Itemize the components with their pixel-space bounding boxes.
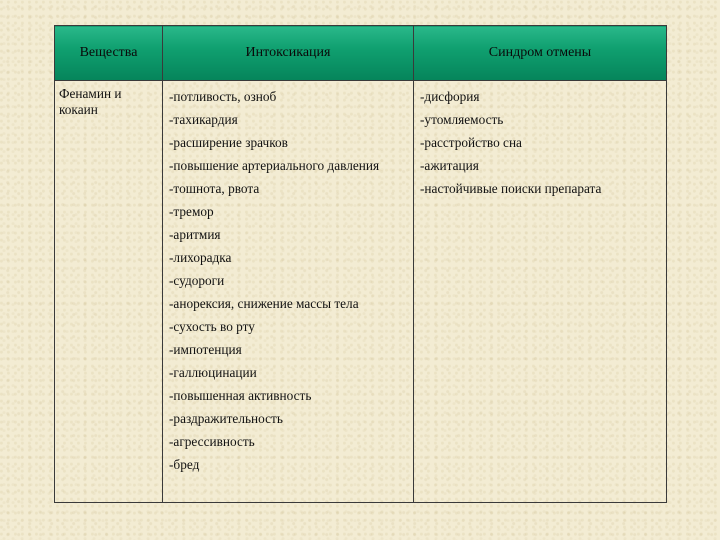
list-item: -повышение артериального давления xyxy=(169,158,380,173)
list-item: -судороги xyxy=(169,273,225,288)
list-item: -дисфория xyxy=(420,89,480,104)
header-substances: Вещества xyxy=(55,26,163,81)
list-item: -ажитация xyxy=(420,158,479,173)
list-item: -раздражительность xyxy=(169,411,283,426)
table-header-row xyxy=(55,26,667,81)
list-item: -потливость, озноб xyxy=(169,89,277,104)
list-item: -сухость во рту xyxy=(169,319,255,334)
header-withdrawal: Синдром отмены xyxy=(414,26,667,81)
substances-table xyxy=(54,25,667,503)
list-item: -повышенная активность xyxy=(169,388,312,403)
list-item: -агрессивность xyxy=(169,434,255,449)
list-item: -расстройство сна xyxy=(420,135,522,150)
table-row xyxy=(55,81,667,503)
list-item: -аритмия xyxy=(169,227,221,242)
list-item: -расширение зрачков xyxy=(169,135,288,150)
header-intoxication: Интоксикация xyxy=(163,26,414,81)
substance-cell xyxy=(55,81,163,503)
list-item: -галлюцинации xyxy=(169,365,257,380)
intoxication-list xyxy=(163,81,413,476)
withdrawal-cell xyxy=(414,81,667,503)
list-item: -лихорадка xyxy=(169,250,232,265)
list-item: -тремор xyxy=(169,204,214,219)
list-item: -тошнота, рвота xyxy=(169,181,260,196)
withdrawal-list xyxy=(414,81,666,200)
list-item: -тахикардия xyxy=(169,112,238,127)
list-item: -анорексия, снижение массы тела xyxy=(169,296,359,311)
list-item: -настойчивые поиски препарата xyxy=(420,181,602,196)
list-item: -бред xyxy=(169,457,200,472)
substance-name: Фенамин и кокаин xyxy=(59,86,122,117)
list-item: -импотенция xyxy=(169,342,242,357)
intoxication-cell xyxy=(163,81,414,503)
list-item: -утомляемость xyxy=(420,112,504,127)
